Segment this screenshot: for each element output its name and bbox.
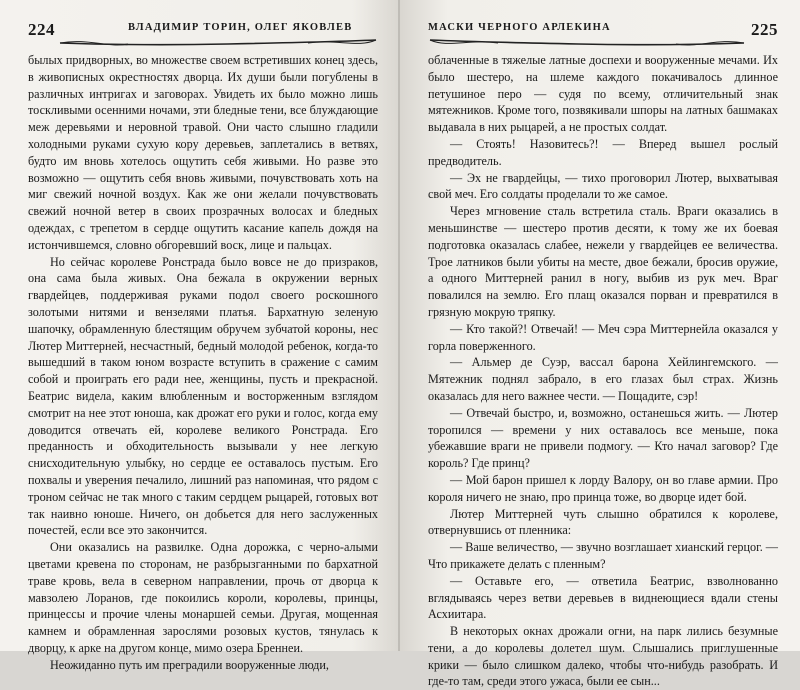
left-page-header: [28, 0, 378, 52]
paragraph: Но сейчас королеве Ронстрада было вовсе не до призраков, она сама была живых. Она бежала в окружении верных гвардейцев, поддерживая руками подол своего роскошного золотыми нитями и вензелями платья. Бархатную зеленую шапочку, обрамленную блестящим обручем зубчатой короны, нес Лютер Миттерней, несчастный, бедный молодой ребенок, когда-то вышедший в таком юном возрасте вступить в сражение с самим собой и проиграть его ради нее, женщины, пусть и прекрасной. Беатрис видела, каким влюбленным и восторженным взглядом смотрит на нее этот юноша, как дрожат его руки и голос, когда ему доводится отвечать ей, королеве великого Ронстрада. Его преданность и обходительность вызывали у нее легкую снисходительную улыбку, но сердце ее оставалось пустым. Его похвалы и уверения печалило, лишний раз напоминая, что рядом с троном сейчас не так много с таким сердцем рыцарей, готовых вот так наивно юноше. Ничего, он добьется для него заслуженных почестей, если все это закончится.: [28, 254, 378, 538]
running-head: МАСКИ ЧЕРНОГО АРЛЕКИНА: [428, 22, 611, 33]
dialogue-line: — Отвечай быстро, и, возможно, останешься жить. — Лютер торопился — времени у них оставалось все меньше, пока убежавшие враги не привели подмогу. — Кто начал заговор? Где король? Где принц?: [428, 405, 778, 471]
paragraph: Они оказались на развилке. Одна дорожка, с черно-алыми цветами кревена по сторонам, не разбрызганными по бархатной траве кровь, вела в северном направлении, прочь от дворца к мавзолею Лоранов, где покоились короли, королевы, принцы, принцессы и прочие члены монаршей семьи. Другая, мощенная камнем и обрамленная зарослями розовых кустов, тянулась к дворцу, к арке на другом конце, мимо озера Бреннеи.: [28, 540, 378, 655]
dialogue-line: — Ваше величество, — звучно возглашает хианский герцог. — Что прикажете делать с пленным?: [428, 540, 778, 571]
right-page-text: [428, 52, 778, 690]
page-number: 224: [28, 20, 55, 39]
left-page-text: [28, 52, 378, 673]
dialogue-line: — Стоять! Назовитесь?! — Вперед вышел рослый предводитель.: [428, 136, 778, 168]
paragraph: Через мгновение сталь встретила сталь. Враги оказались в меньшинстве — шестеро против десяти, к тому же их боевая подготовка оказалась слабее, нежели у гвардейцев ее величества. Трое латников были убиты на месте, двое бежали, бросив оружие, а одного Миттерней ранил в ногу, выбив из рук меч. Враг повалился на землю. Его плащ оказался порван и превратился в грязную мокрую тряпку.: [428, 204, 778, 319]
dialogue-line: — Оставьте его, — ответила Беатрис, взволнованно вглядываясь через ветви деревьев в виднеющиеся вдали стены Асхиитара.: [428, 573, 778, 622]
paragraph: В некоторых окнах дрожали огни, на парк лились безумные тени, а до королевы долетел шум. Слышались приглушенные крики — было слишком далеко, чтобы что-нибудь разобрать. И где-то там, среди этого ужаса, были ее сын...: [428, 624, 778, 689]
left-page: [0, 0, 400, 672]
right-page: [400, 0, 800, 689]
decorative-rule-ornament: [58, 36, 378, 50]
dialogue-line: — Мой барон пришел к лорду Валору, он во главе армии. Про короля ничего не знаю, про принца тоже, во дворце идет бой.: [428, 472, 778, 504]
paragraph: Лютер Миттерней чуть слышно обратился к королеве, отвернувшись от пленника:: [428, 506, 778, 538]
dialogue-line: — Альмер де Суэр, вассал барона Хейлингемского. — Мятежник поднял забрало, в его глазах был страх. Жизнь оказалась для него важнее чести. — Пощадите, сэр!: [428, 355, 778, 403]
paragraph: облаченные в тяжелые латные доспехи и вооруженные мечами. Их было шестеро, на шлеме каждого покачивалось длинное петушиное перо — судя по всему, отличительный знак мятежников. Кроме того, позвякивали шпоры на латных башмаках выдавала в них рыцарей, а не простых солдат.: [428, 53, 778, 135]
running-head: ВЛАДИМИР ТОРИН, ОЛЕГ ЯКОВЛЕВ: [128, 22, 353, 33]
paragraph: Неожиданно путь им преградили вооруженные люди,: [50, 657, 329, 672]
right-page-header: [428, 0, 778, 52]
dialogue-line: — Эх не гвардейцы, — тихо проговорил Лютер, выхватывая свой меч. Его солдаты проделали то же самое.: [428, 170, 778, 202]
paragraph: былых придворных, во множестве своем встретивших конец здесь, в живописных окрестностях дворца. Их души были погублены в различных интригах и заговорах. Увидеть их было можно лишь тоскливыми осенними ночами, эти бледные тени, все блуждающие меж деревьями и неровной травой. Они часто слышно гладили холодными руками сухую кору деревьев, заплетались в ветвях, будто им вновь хотелось ощутить себя живыми. Но разве это возможно — ощутить себя вновь живыми, почувствовать хоть на миг свежий ночной воздух. Как же они желали почувствовать свежий ночной ветер в своих прозрачных волосах и бледных одеждах, с трепетом в сердце ощутить касание капель дождя на истончившемся, словно обгоревший воск, лице и пальцах.: [28, 53, 378, 252]
page-number: 225: [751, 20, 778, 39]
dialogue-line: — Кто такой?! Отвечай! — Меч сэра Миттернейла оказался у горла поверженного.: [428, 321, 778, 353]
decorative-rule-ornament: [428, 36, 746, 50]
